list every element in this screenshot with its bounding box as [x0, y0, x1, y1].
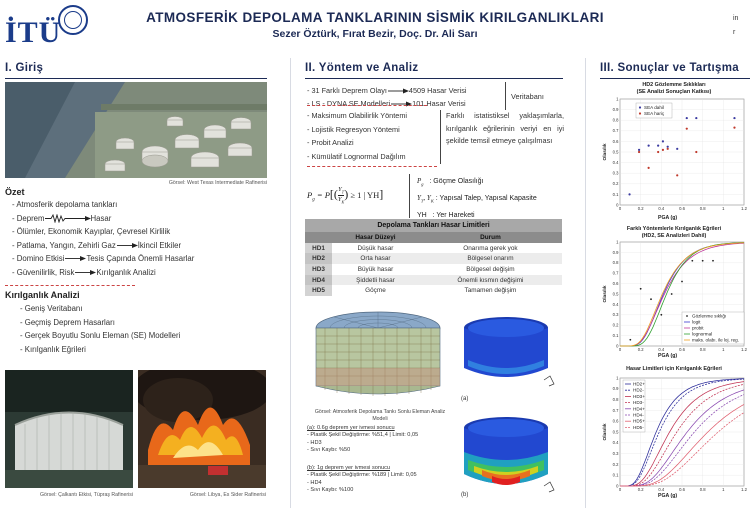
def-symbol [417, 177, 424, 185]
table-cell: Göçme [365, 287, 386, 295]
observation-point [702, 260, 704, 262]
methods-description: Farklı istatistiksel yaklaşımlarla, kırılganlık eğrilerinin veriyi en iyi şekilde temsil etmeye çalışılması [446, 111, 564, 145]
section-rule [305, 78, 563, 79]
table-header-row [305, 232, 562, 243]
def-text: : Yapısal Talep, Yapısal Kapasite [435, 195, 537, 203]
x-tick-label: 0.6 [679, 206, 685, 211]
table-row [305, 264, 562, 275]
formula-block [307, 176, 562, 218]
data-point [695, 151, 697, 153]
arrow-right-icon [64, 254, 86, 263]
chart1-title [600, 82, 748, 95]
summary-list [12, 198, 282, 279]
y-tick-label: 0 [616, 483, 619, 489]
table-row [305, 253, 562, 264]
legend-label: lognormal [692, 331, 713, 337]
summary-item-text: Kırılganlık Analizi [96, 267, 156, 277]
section-rule [600, 78, 750, 79]
arrow-right-icon [116, 241, 138, 250]
result-note-title: (b): 1g deprem yer ivmesi sonucu [307, 465, 391, 471]
column-divider [290, 58, 291, 508]
dashed-separator [5, 285, 135, 286]
legend-label: HD2+ [633, 381, 645, 387]
section-rule [5, 78, 267, 79]
fraction-den-sub: K [341, 199, 345, 205]
x-tick-label: 0.6 [679, 347, 685, 352]
fe-result-b [458, 412, 558, 497]
legend-label: logit [692, 319, 701, 325]
x-tick-label: 0.8 [699, 206, 706, 211]
observation-point [629, 339, 631, 341]
observation-point [640, 288, 642, 290]
dashed-separator [307, 105, 427, 106]
data-point [657, 145, 659, 147]
photo-caption-left: Görsel: Çalkantı Etkisi, Tüpraş Rafinerisi [39, 492, 133, 498]
y-tick-label: 0.8 [612, 117, 619, 123]
formula-definitions [417, 174, 567, 223]
legend-marker [686, 315, 688, 317]
x-tick-label: 1.2 [741, 347, 747, 352]
observation-point [681, 281, 683, 283]
fe-result-a-notes [307, 425, 457, 454]
table-row [305, 275, 562, 286]
chart1-observation-frequencies [602, 96, 748, 213]
result-note: - Sıvı Kaybı: %50 [307, 446, 351, 453]
data-point [676, 174, 678, 176]
data-point [686, 117, 688, 119]
fraction-num-sub: T [341, 189, 344, 195]
x-tick-label: 0.2 [637, 487, 644, 492]
result-note: - Plastik Şekil Değiştirme: %189 | Limit: 0,05 [307, 472, 417, 479]
fragility-item: - Gerçek Boyutlu Sonlu Eleman (SE) Modelleri [20, 331, 181, 340]
data-point [657, 151, 659, 153]
poster-authors: Sezer Öztürk, Fırat Bezir, Doç. Dr. Ali Sarı [272, 28, 478, 40]
photo-caption-right: Görsel: Libya, Es Sider Rafinerisi [189, 492, 266, 498]
y-tick-label: 0.3 [612, 170, 619, 176]
fe-result-b-label: (b) [461, 492, 469, 498]
table-cell: Büyük hasar [357, 265, 394, 273]
formula-eq: = P [316, 189, 330, 200]
chart2-subtitle: (HD2, SE Analizleri Dahil) [641, 232, 707, 239]
formula-lhs-sub: g [312, 197, 315, 203]
bracket-line [440, 110, 441, 164]
result-note-title: (a): 0.6g deprem yer ivmesi sonucu [307, 425, 395, 431]
chart1-xlabel: PGA (g) [658, 215, 678, 221]
fe-result-a [458, 310, 558, 395]
legend-label: SEA hariç [644, 111, 665, 116]
table-row [305, 285, 562, 296]
y-axis-label: Olasılık [603, 143, 608, 161]
y-tick-label: 0.1 [612, 191, 619, 197]
database-block [307, 84, 517, 110]
x-tick-label: 0.4 [658, 487, 665, 492]
table-cell: Şiddetli hasar [332, 275, 419, 286]
itu-logo-text: İTÜ [5, 16, 62, 49]
y-tick-label: 1 [616, 240, 619, 245]
data-point [686, 128, 688, 130]
formula-def [417, 174, 567, 191]
y-tick-label: 0.3 [612, 451, 619, 456]
legend-label: HD2- [633, 387, 644, 393]
legend-label: HD5+ [633, 418, 645, 424]
legend-label: SEA dahil [644, 105, 664, 110]
x-tick-label: 0.8 [699, 487, 706, 492]
result-note: - Plastik Şekil Değiştirme: %51,4 | Limit: 0,05 [307, 432, 419, 439]
photo-caption-top: Görsel: West Texas Intermediate Rafinerisi [168, 180, 267, 186]
summary-item-text: - Patlama, Yangın, Zehirli Gaz [12, 240, 116, 250]
y-tick-label: 0.3 [612, 312, 619, 318]
table-cell: HD3 [305, 264, 332, 275]
formula-condition: ≥ 1 | YH [350, 189, 380, 200]
def-symbol [417, 194, 434, 202]
table-cell: Bölgesel değişim [466, 265, 515, 273]
method-item: - Kümülatif Lognormal Dağılım [307, 151, 406, 161]
paren-close: ) [344, 186, 349, 201]
legend-label: probit [692, 325, 704, 331]
y-tick-label: 0.6 [612, 281, 619, 286]
table-cell: HD4 [305, 275, 332, 286]
fragility-title: Kırılganlık Analizi [5, 290, 80, 300]
result-note: - HD3 [307, 439, 322, 446]
legend-label: maks. olabı. ile loj. reg. [692, 337, 739, 343]
chart2-method-curves [602, 240, 748, 352]
damage-limits-table [305, 232, 562, 296]
section-heading-method: II. Yöntem ve Analiz [305, 62, 419, 74]
x-tick-label: 0.6 [679, 487, 685, 492]
data-point [733, 127, 735, 129]
x-tick-label: 0 [618, 347, 622, 352]
legend-label: HD5- [633, 424, 644, 430]
summary-item [12, 212, 282, 226]
table-row [305, 243, 562, 254]
x-tick-label: 1.2 [741, 487, 747, 492]
summary-item-text: Hasar [90, 213, 112, 223]
result-note: - HD4 [307, 479, 322, 486]
y-tick-label: 0.1 [612, 472, 619, 478]
chart2-xlabel: PGA (g) [658, 353, 678, 359]
poster-title: ATMOSFERİK DEPOLAMA TANKLARININ SİSMİK KIRILGANLIKLARI [146, 10, 604, 25]
legend-marker [639, 112, 641, 114]
section-heading-intro: I. Giriş [5, 62, 44, 74]
fe-model-caption: Görsel: Atmosferik Depolama Tankı Sonlu Eleman Analiz Modeli [314, 409, 446, 422]
data-point [676, 148, 678, 150]
refinery-photo-top [5, 82, 267, 178]
bracket-line [409, 174, 410, 218]
observation-point [671, 293, 673, 295]
legend-label: HD3- [633, 400, 644, 406]
y-tick-label: 1 [616, 96, 619, 102]
table-cell: HD2 [305, 253, 332, 264]
data-point [648, 145, 650, 147]
y-tick-label: 0.2 [612, 322, 619, 328]
corner-text [733, 12, 738, 40]
legend-marker [639, 106, 641, 108]
seismic-wave-icon [45, 214, 91, 223]
y-tick-label: 0.7 [612, 270, 619, 276]
summary-item-text: - Güvenilirlik, Risk [12, 267, 75, 277]
y-tick-label: 0.1 [612, 333, 619, 338]
observation-point [650, 298, 652, 300]
summary-item-text: Tesis Çapında Önemli Hasarlar [86, 254, 195, 263]
sloshing-photo [5, 370, 133, 488]
summary-item [12, 252, 282, 266]
y-tick-label: 0.6 [612, 418, 619, 424]
def-sym-sub: K [430, 198, 434, 204]
def-symbol: YH [417, 211, 427, 219]
x-tick-label: 0.4 [658, 347, 665, 352]
x-tick-label: 1 [722, 206, 725, 211]
x-tick-label: 0.4 [658, 206, 665, 211]
data-point [667, 148, 669, 150]
corner-text-1: in [733, 15, 739, 22]
table-cell: Önemli kısmın değişimi [419, 275, 562, 286]
data-point [733, 117, 735, 119]
fire-photo [138, 370, 266, 488]
chart2-title-text: Farklı Yöntemlerle Kırılganlık Eğrileri [626, 226, 722, 232]
database-line-text: - 31 Farklı Deprem Olayı [307, 86, 387, 95]
y-tick-label: 0.5 [612, 291, 619, 297]
fraction-num: Y [338, 186, 342, 193]
y-tick-label: 0.9 [612, 107, 619, 112]
def-text: : Yer Hareketi [432, 211, 475, 219]
observation-point [712, 260, 714, 262]
x-tick-label: 1 [722, 347, 725, 352]
paren-open: ( [333, 186, 338, 201]
legend-label: HD4- [633, 412, 644, 418]
fe-result-b-notes [307, 465, 457, 494]
method-item: - Maksimum Olabilirlik Yöntemi [307, 111, 408, 120]
y-tick-label: 0.4 [612, 301, 619, 307]
chart3-xlabel: PGA (g) [658, 493, 678, 499]
formula-def [417, 191, 567, 208]
legend-label: HD3+ [633, 393, 645, 399]
method-item: - Lojistik Regresyon Yöntemi [307, 124, 400, 134]
def-sym: , Y [423, 194, 431, 203]
data-point [648, 167, 650, 169]
y-tick-label: 0 [616, 202, 619, 208]
table-title: Depolama Tankları Hasar Limitleri [305, 219, 562, 232]
table-cell: Bölgesel onarım [419, 253, 562, 264]
legend-label: HD4+ [633, 406, 645, 412]
y-axis-label: Olasılık [603, 285, 608, 303]
data-point [662, 140, 664, 142]
arrow-right-icon [387, 87, 409, 95]
y-tick-label: 0.5 [612, 429, 619, 435]
observation-point [691, 260, 693, 262]
summary-item [12, 266, 282, 280]
dashed-separator [307, 166, 437, 167]
result-note: - Sıvı Kaybı: %100 [307, 486, 354, 493]
chart2-title [600, 226, 748, 239]
y-tick-label: 0.4 [612, 440, 619, 446]
chart3-damage-limit-curves [602, 374, 748, 492]
formula-lhs: P [307, 189, 313, 200]
data-point [662, 149, 664, 151]
column-divider [585, 58, 586, 508]
summary-item-text: - Domino Etkisi [12, 254, 65, 263]
table-cell: Orta hasar [332, 253, 419, 264]
y-tick-label: 0.2 [612, 461, 619, 467]
database-label: Veritabanı [511, 92, 544, 101]
legend-label: Gözlenme sıklığı [692, 313, 727, 319]
fe-model-mesh [303, 306, 453, 406]
database-line [307, 84, 517, 97]
x-tick-label: 0.8 [699, 347, 706, 352]
chart1-title-text: HD2 Gözlemme Sıklıkları [642, 82, 706, 88]
data-point [667, 146, 669, 148]
observation-point [660, 314, 662, 316]
data-point [695, 117, 697, 119]
fraction-den: Y [337, 196, 342, 204]
x-tick-label: 1 [722, 487, 725, 492]
def-sym: Y [417, 194, 421, 203]
y-tick-label: 0.8 [612, 260, 619, 266]
fragility-list [20, 302, 285, 356]
methods-list [307, 109, 442, 163]
summary-item [12, 239, 282, 253]
table-header-cell: Durum [419, 232, 562, 243]
y-tick-label: 0.4 [612, 160, 619, 165]
def-sym-sub: T [420, 198, 424, 204]
fragility-item: - Geniş Veritabanı [20, 304, 83, 313]
method-item: - Probit Analizi [307, 138, 354, 147]
x-tick-label: 0 [618, 487, 622, 492]
bracket-open: [ [329, 186, 334, 201]
x-tick-label: 0.2 [637, 347, 644, 352]
database-line-text: - LS - DYNA SE Modelleri [307, 99, 391, 108]
fragility-item: - Kırılganlık Eğrileri [20, 344, 86, 354]
fe-result-a-label: (a) [461, 396, 469, 402]
data-point [638, 151, 640, 153]
y-tick-label: 0 [616, 343, 619, 349]
y-tick-label: 0.7 [612, 128, 619, 134]
table-cell: HD5 [305, 285, 332, 296]
summary-item-text: - Deprem [12, 213, 45, 223]
summary-item: - Atmosferik depolama tankları [12, 200, 118, 209]
x-tick-label: 0.2 [637, 206, 644, 211]
summary-title: Özet [5, 187, 25, 197]
x-tick-label: 1.2 [741, 206, 747, 211]
data-point [638, 149, 640, 151]
chart3-title: Hasar Limitleri için Kırılganlık Eğrileri [626, 366, 722, 372]
table-cell: Onarıma gerek yok [463, 244, 518, 252]
fragility-item: - Geçmiş Deprem Hasarları [20, 317, 115, 327]
y-axis-label: Olasılık [603, 423, 608, 441]
database-line-text: 101 Hasar Verisi [412, 99, 466, 108]
database-line-text: 4509 Hasar Verisi [408, 86, 467, 95]
section-heading-results: III. Sonuçlar ve Tartışma [600, 62, 739, 74]
x-tick-label: 0 [618, 206, 622, 211]
bracket-line [505, 82, 506, 110]
y-tick-label: 0.8 [612, 397, 619, 402]
formula [307, 186, 383, 206]
chart1-subtitle: (SE Analizi Sonuçları Katkısı) [636, 88, 712, 95]
y-tick-label: 1 [616, 375, 619, 381]
y-tick-label: 0.5 [612, 149, 619, 155]
y-tick-label: 0.9 [612, 249, 619, 255]
y-tick-label: 0.9 [612, 386, 619, 392]
data-point [628, 193, 630, 195]
y-tick-label: 0.6 [612, 138, 619, 144]
def-sym-sub: g [421, 181, 424, 187]
corner-text-2: r [733, 29, 736, 36]
def-text: : Göçme Olasılığı [429, 178, 484, 185]
arrow-right-icon [74, 268, 96, 277]
table-cell: Tamamen değişim [464, 287, 517, 295]
summary-item-text: İkincil Etkiler [137, 240, 182, 250]
def-sym: P [417, 177, 422, 185]
y-tick-label: 0.7 [612, 407, 619, 413]
table-cell: Düşük hasar [357, 244, 394, 252]
table-header-cell [305, 232, 332, 243]
summary-item: - Ölümler, Ekonomik Kayıplar, Çevresel Kirlilik [12, 227, 171, 236]
y-tick-label: 0.2 [612, 181, 619, 187]
table-cell: HD1 [305, 243, 332, 254]
bracket-close: ] [379, 186, 384, 201]
table-header-cell: Hasar Düzeyi [332, 232, 419, 243]
